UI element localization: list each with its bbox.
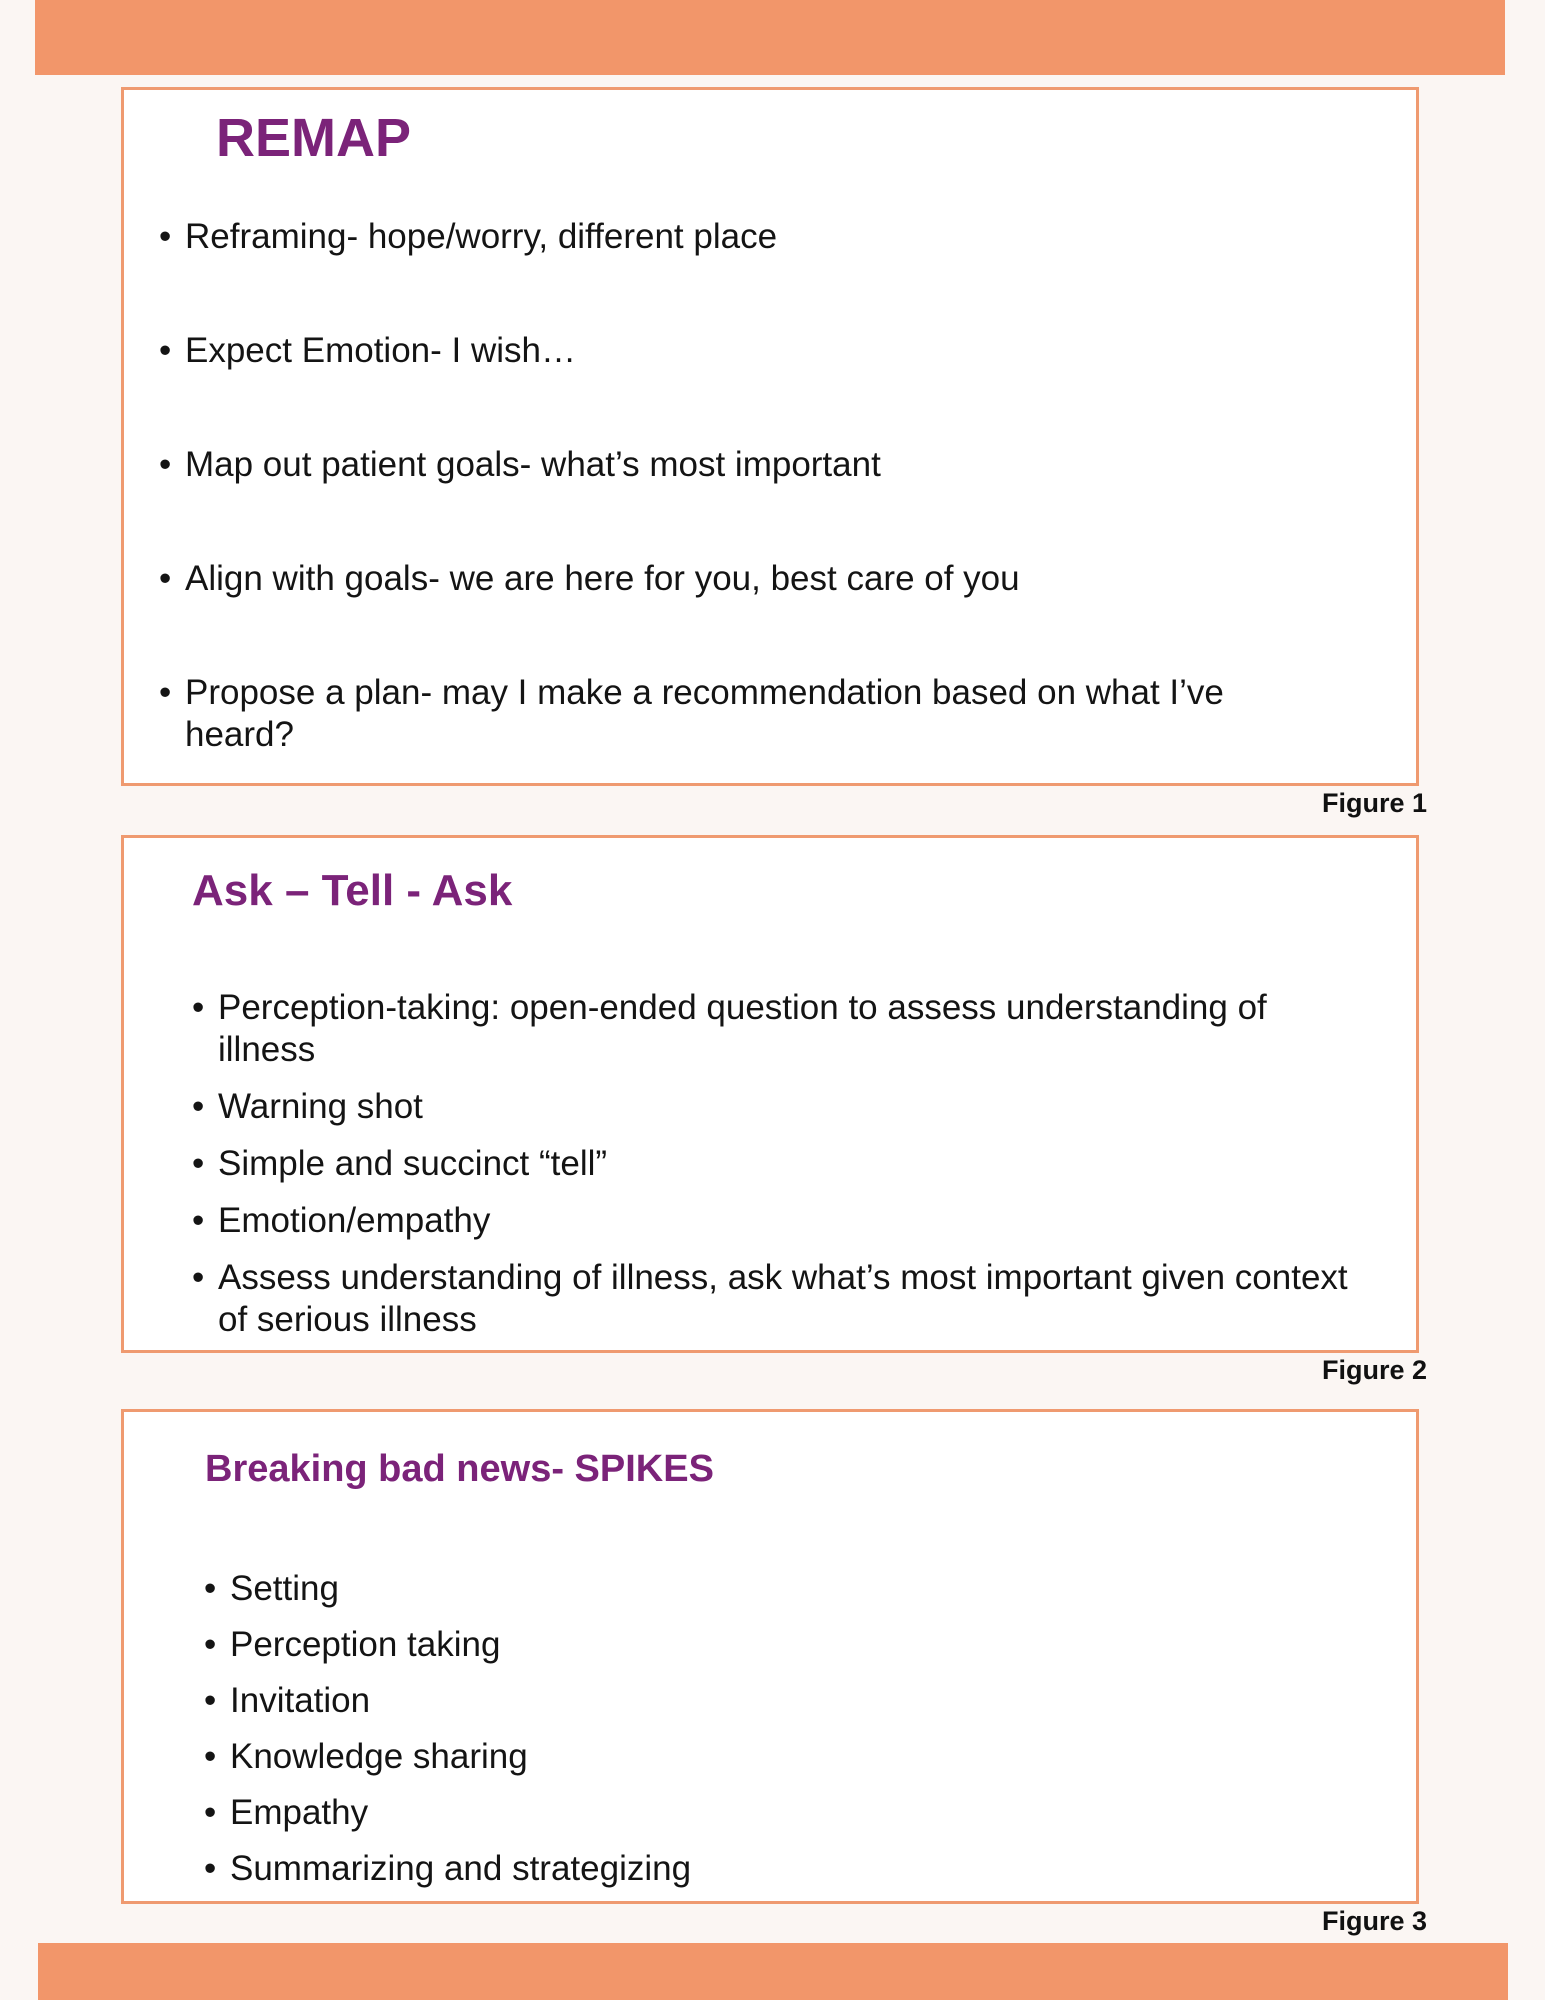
list-item: • Emotion/empathy (218, 1200, 1368, 1242)
bottom-accent-band (38, 1943, 1508, 2000)
remap-slide (121, 87, 1419, 786)
slide-title: Ask – Tell - Ask (192, 866, 513, 915)
bullet-list (185, 216, 1335, 828)
list-item: • Propose a plan- may I make a recommendation based on what I’ve heard? (185, 672, 1335, 756)
slide-title: Breaking bad news- SPIKES (205, 1448, 714, 1490)
figure-caption: Figure 2 (1321, 1355, 1427, 1385)
ask-tell-ask-slide (121, 835, 1419, 1353)
list-item: • Simple and succinct “tell” (218, 1143, 1368, 1185)
list-item: • Map out patient goals- what’s most important (185, 444, 1335, 486)
figure-caption: Figure 3 (1321, 1906, 1427, 1936)
top-accent-band (35, 0, 1505, 75)
list-item: • Setting (230, 1568, 1330, 1610)
list-item: • Assess understanding of illness, ask what’s most important given context of serious illness (218, 1257, 1368, 1341)
list-item: • Align with goals- we are here for you, best care of you (185, 558, 1335, 600)
bullet-list (218, 987, 1368, 1356)
list-item: • Empathy (230, 1792, 1330, 1834)
bullet-list (230, 1568, 1330, 1904)
figure-caption: Figure 1 (1321, 788, 1427, 818)
list-item: • Summarizing and strategizing (230, 1848, 1330, 1890)
slide-title: REMAP (216, 108, 412, 168)
list-item: • Perception-taking: open-ended question to assess understanding of illness (218, 987, 1368, 1071)
list-item: • Knowledge sharing (230, 1736, 1330, 1778)
list-item: • Invitation (230, 1680, 1330, 1722)
list-item: • Expect Emotion- I wish… (185, 330, 1335, 372)
list-item: • Reframing- hope/worry, different place (185, 216, 1335, 258)
list-item: • Warning shot (218, 1086, 1368, 1128)
spikes-slide (121, 1409, 1419, 1904)
list-item: • Perception taking (230, 1624, 1330, 1666)
